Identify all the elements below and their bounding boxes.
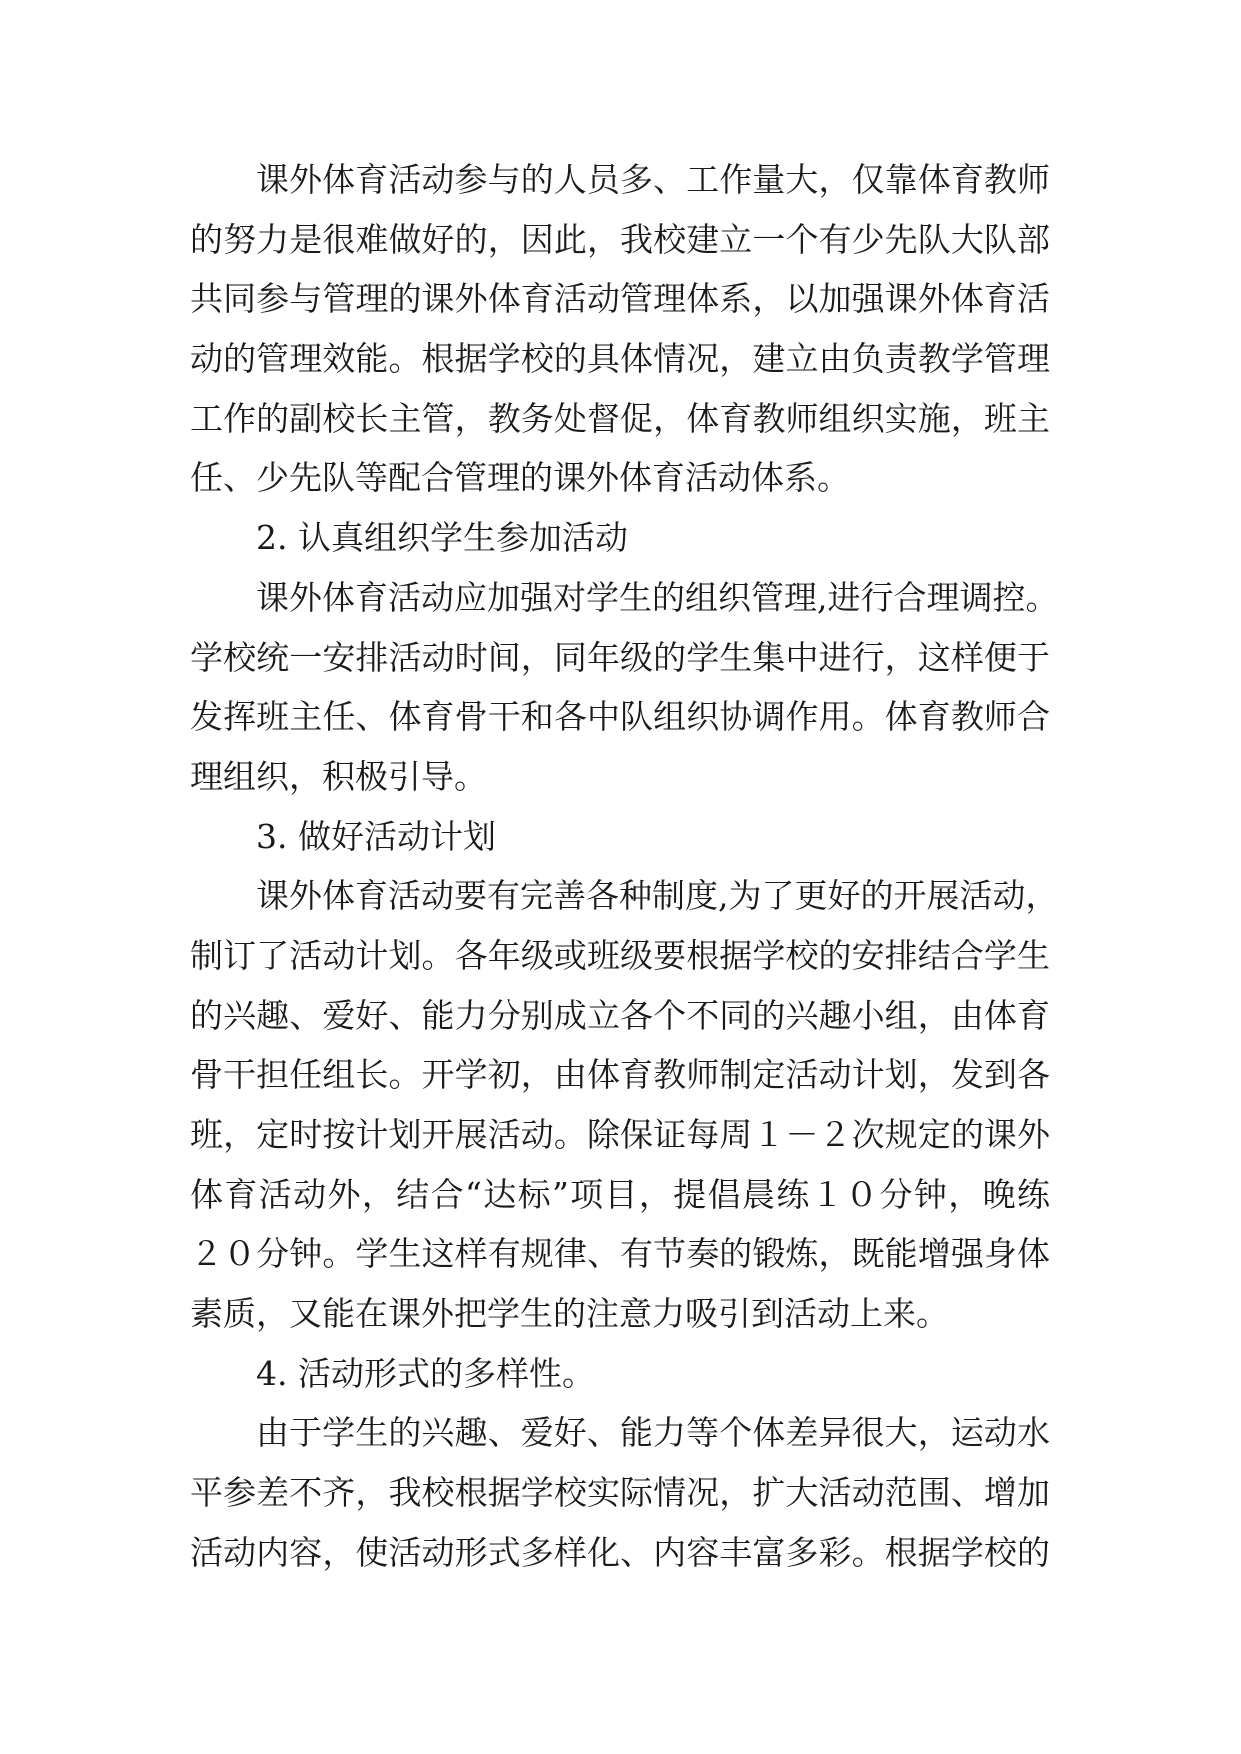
- paragraph-line: 活动内容，使活动形式多样化、内容丰富多彩。根据学校的: [190, 1532, 1050, 1572]
- paragraph-line: 制订了活动计划。各年级或班级要根据学校的安排结合学生: [190, 935, 1050, 975]
- paragraph-line: 由于学生的兴趣、爱好、能力等个体差异很大，运动水: [256, 1413, 1050, 1453]
- paragraph-line: 发挥班主任、体育骨干和各中队组织协调作用。体育教师合: [190, 697, 1050, 737]
- paragraph-line: 动的管理效能。根据学校的具体情况，建立由负责教学管理: [190, 339, 1050, 379]
- paragraph-line: 的兴趣、爱好、能力分别成立各个不同的兴趣小组，由体育: [190, 995, 1050, 1035]
- paragraph-line: 工作的副校长主管，教务处督促，体育教师组织实施，班主: [190, 398, 1050, 438]
- paragraph-line: 学校统一安排活动时间，同年级的学生集中进行，这样便于: [190, 637, 1050, 677]
- section-heading: 4. 活动形式的多样性。: [256, 1353, 595, 1393]
- paragraph-line: 素质，又能在课外把学生的注意力吸引到活动上来。: [190, 1294, 949, 1334]
- paragraph-line: 班，定时按计划开展活动。除保证每周１－２次规定的课外: [190, 1115, 1050, 1154]
- paragraph-line: 共同参与管理的课外体育活动管理体系，以加强课外体育活: [190, 279, 1050, 319]
- paragraph-line: 骨干担任组长。开学初，由体育教师制定活动计划，发到各: [190, 1055, 1050, 1095]
- paragraph-line: 的努力是很难做好的，因此，我校建立一个有少先队大队部: [190, 219, 1050, 259]
- section-heading: 2. 认真组织学生参加活动: [256, 518, 628, 558]
- paragraph-line: ２０分钟。学生这样有规律、有节奏的锻炼，既能增强身体: [190, 1234, 1050, 1274]
- paragraph-line: 课外体育活动应加强对学生的组织管理,进行合理调控。: [256, 577, 1059, 617]
- paragraph-line: 课外体育活动要有完善各种制度,为了更好的开展活动，: [256, 876, 1059, 916]
- paragraph-line: 体育活动外，结合“达标”项目，提倡晨练１０分钟，晚练: [190, 1174, 1050, 1214]
- paragraph-line: 理组织，积极引导。: [190, 756, 487, 796]
- paragraph-line: 任、少先队等配合管理的课外体育活动体系。: [190, 458, 850, 498]
- document-body: [190, 150, 1059, 1583]
- section-heading: 3. 做好活动计划: [256, 816, 496, 856]
- paragraph-line: 平参差不齐，我校根据学校实际情况，扩大活动范围、增加: [190, 1473, 1050, 1513]
- paragraph-line: 课外体育活动参与的人员多、工作量大，仅靠体育教师: [256, 160, 1050, 199]
